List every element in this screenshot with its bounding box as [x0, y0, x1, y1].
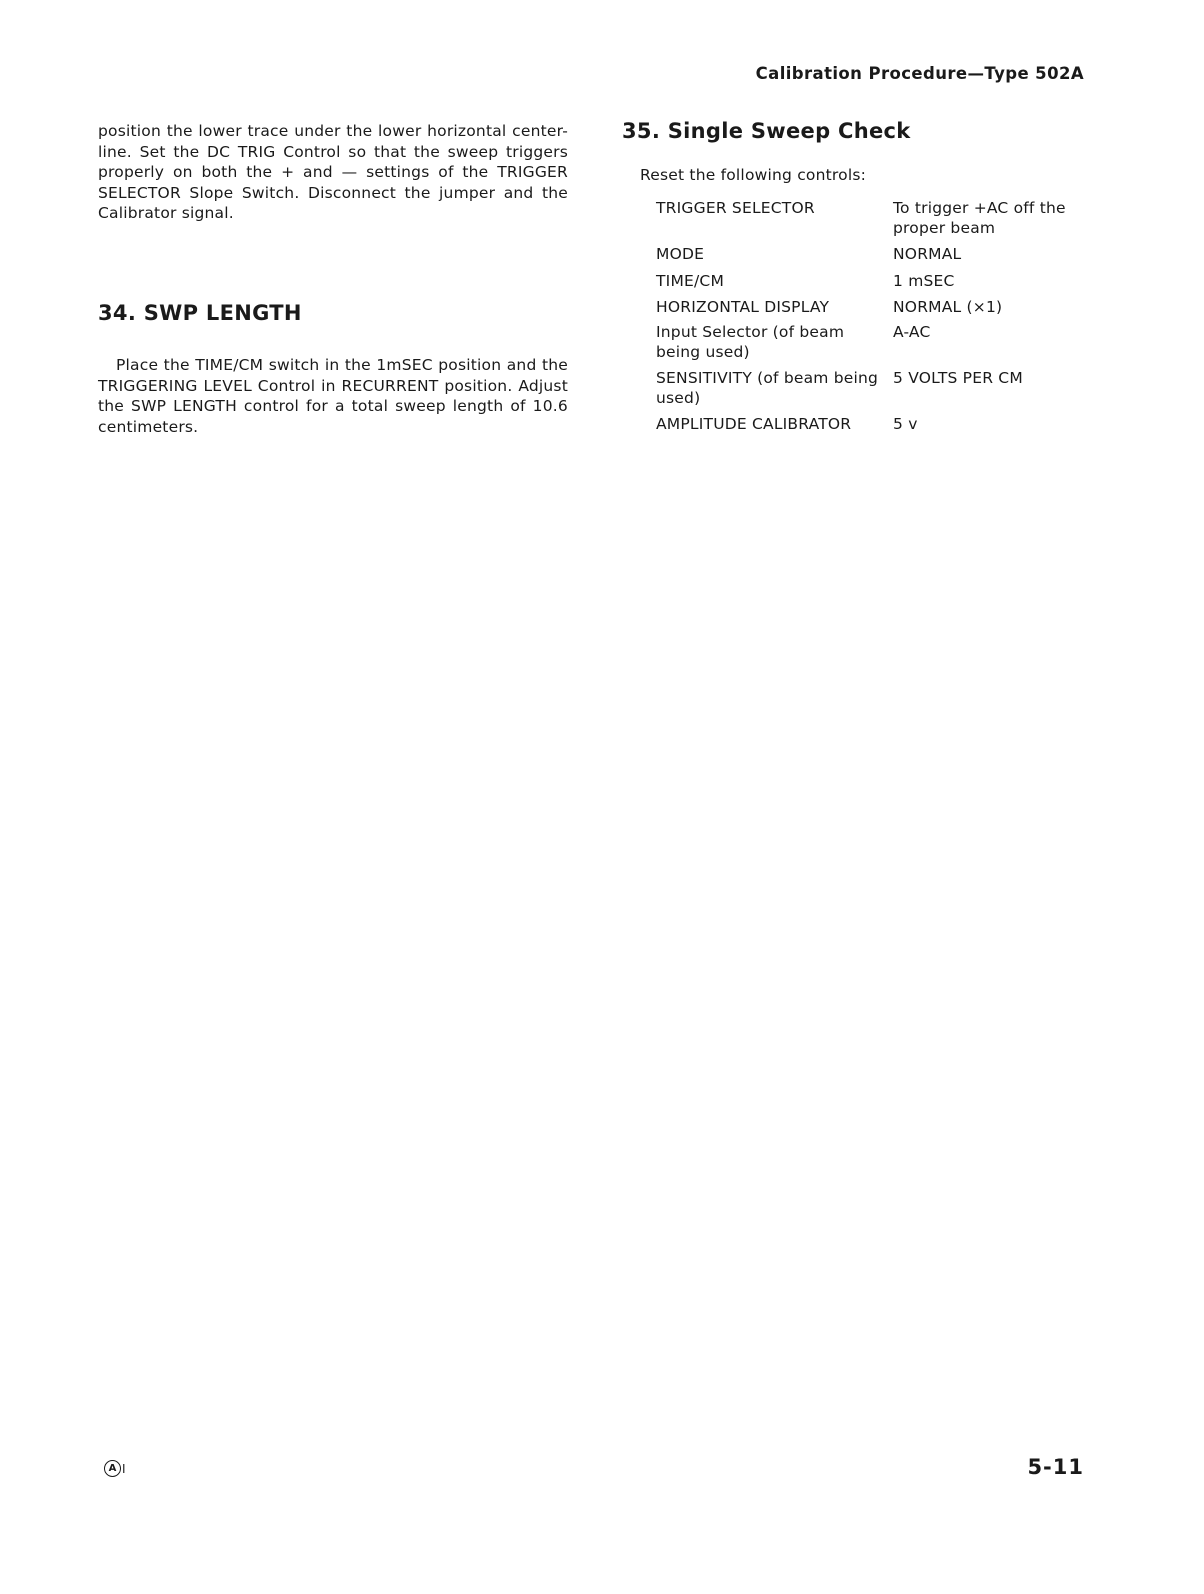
control-value: NORMAL	[893, 245, 962, 263]
control-name: MODE	[656, 245, 705, 263]
control-value: 1 mSEC	[893, 272, 955, 290]
table-row	[656, 297, 1084, 322]
table-row	[656, 198, 1084, 244]
control-value: A-AC	[893, 323, 931, 341]
circled-letter-icon: A	[104, 1460, 121, 1477]
table-row	[656, 322, 1084, 368]
right-column	[622, 119, 1084, 433]
revision-mark-suffix: I	[122, 1461, 126, 1476]
control-name: AMPLITUDE CALIBRATOR	[656, 415, 852, 433]
table-row	[656, 244, 1084, 271]
control-name: SENSITIVITY (of beam being used)	[656, 369, 879, 407]
section-34-heading: 34. SWP LENGTH	[98, 301, 302, 325]
table-row	[656, 414, 1084, 436]
page-number: 5-11	[1027, 1455, 1084, 1479]
section-35-intro: Reset the following controls:	[640, 166, 867, 184]
control-value: 5 VOLTS PER CM	[893, 369, 1023, 387]
control-value: 5 v	[893, 415, 918, 433]
running-header: Calibration Procedure—Type 502A	[755, 64, 1084, 83]
controls-settings-table	[656, 198, 1084, 436]
control-value: To trigger +AC off the proper beam	[893, 199, 1066, 237]
section-34-paragraph: Place the TIME/CM switch in the 1mSEC position and the TRIGGERING LEVEL Control in RECURRENT position. Adjust the SWP LENGTH control for a total sweep length of 10.6 centimeters.	[98, 356, 568, 436]
control-name: TIME/CM	[656, 272, 725, 290]
control-name: Input Selector (of beam being used)	[656, 323, 845, 361]
control-value: NORMAL (×1)	[893, 298, 1003, 316]
control-name: TRIGGER SELECTOR	[656, 199, 815, 217]
revision-mark	[104, 1458, 126, 1477]
control-name: HORIZONTAL DISPLAY	[656, 298, 830, 316]
table-row	[656, 368, 1084, 414]
continuation-paragraph: position the lower trace under the lower horizontal center-line. Set the DC TRIG Control so that the sweep triggers properly on both the + and — settings of the TRIGGER SELECTOR Slope Switch. Disconnect the jumper and the Calibrator signal.	[98, 122, 568, 223]
section-35-heading: 35. Single Sweep Check	[622, 119, 911, 143]
left-column	[98, 121, 568, 436]
table-row	[656, 271, 1084, 297]
